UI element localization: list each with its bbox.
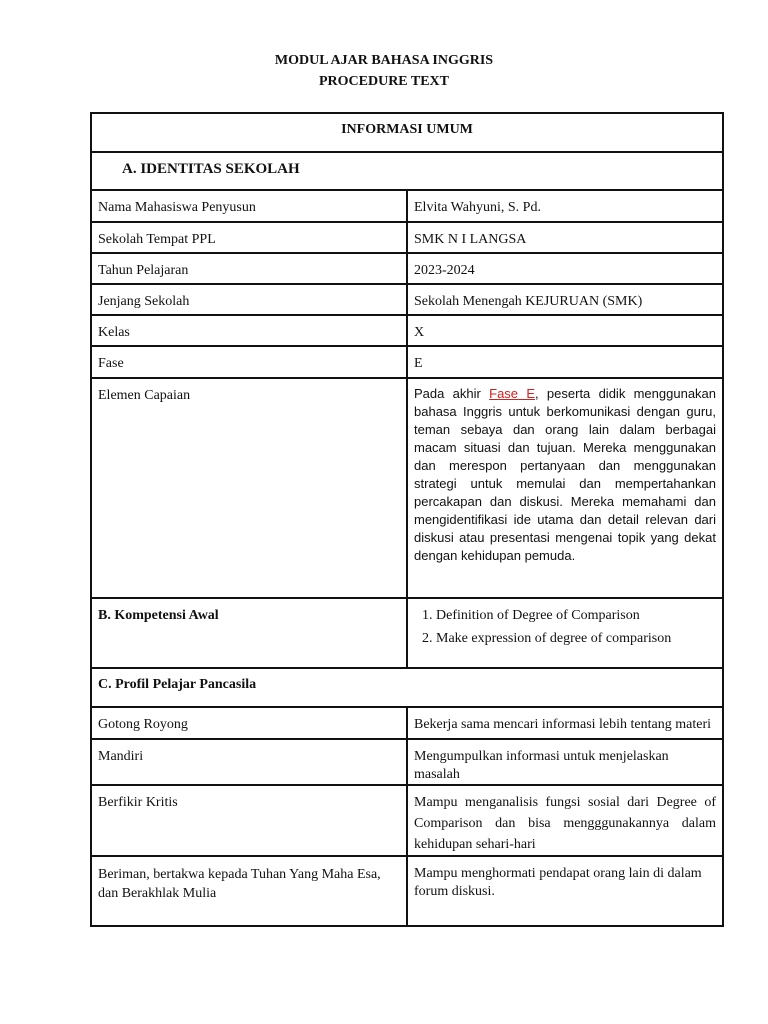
table-heading: INFORMASI UMUM — [91, 113, 723, 152]
row-label: Elemen Capaian — [91, 378, 407, 598]
section-a-row — [91, 152, 723, 190]
section-a-heading: A. IDENTITAS SEKOLAH — [91, 152, 723, 190]
elemen-text-after: , peserta didik menggunakan bahasa Inggris untuk berkomunikasi dengan guru, teman sebaya dan orang lain dalam berbagai macam situasi dan tujuan. Mereka menggunakan dan merespon pertanyaan dan menggunakan strategi untuk memulai dan mempertahankan percakapan dan diskusi. Mereka memahami dan mengidentifikasi ide utama dan detail relevan dari diskusi atau presentasi mengenai topik yang dekat dengan kehidupan pemuda. — [414, 386, 717, 563]
info-table — [90, 112, 724, 927]
row-label: Fase — [91, 346, 407, 378]
document-title: MODUL AJAR BAHASA INGGRIS — [274, 53, 494, 68]
row-label: Beriman, bertakwa kepada Tuhan Yang Maha Esa, dan Berakhlak Mulia — [91, 856, 407, 926]
table-row — [91, 222, 723, 253]
elemen-capaian-row — [91, 378, 723, 598]
kompetensi-list-cell — [407, 598, 723, 668]
section-c-heading: C. Profil Pelajar Pancasila — [91, 668, 723, 707]
document-subtitle: PROCEDURE TEXT — [318, 74, 450, 89]
row-value: Mampu menghormati pendapat orang lain di dalam forum diskusi. — [407, 856, 723, 926]
elemen-capaian-text — [407, 378, 723, 598]
list-item: 1. Definition of Degree of Comparison — [436, 607, 716, 625]
fase-e-link[interactable]: Fase E — [489, 386, 536, 401]
row-value: Mampu menganalisis fungsi sosial dari Degree of Comparison dan bisa mengggunakannya dalam kehidupan sehari-hari — [407, 785, 723, 856]
row-value: X — [407, 315, 723, 346]
row-label: Nama Mahasiswa Penyusun — [91, 190, 407, 222]
table-row — [91, 190, 723, 222]
row-value: Mengumpulkan informasi untuk menjelaskan masalah — [407, 739, 723, 785]
row-value: Sekolah Menengah KEJURUAN (SMK) — [407, 284, 723, 315]
table-row — [91, 739, 723, 785]
table-row — [91, 856, 723, 926]
row-value: Bekerja sama mencari informasi lebih tentang materi — [407, 707, 723, 739]
row-value: Elvita Wahyuni, S. Pd. — [407, 190, 723, 222]
row-label: Gotong Royong — [91, 707, 407, 739]
section-c-row — [91, 668, 723, 707]
row-value: 2023-2024 — [407, 253, 723, 284]
kompetensi-label: B. Kompetensi Awal — [91, 598, 407, 668]
row-label: Jenjang Sekolah — [91, 284, 407, 315]
row-label: Berfikir Kritis — [91, 785, 407, 856]
row-label: Kelas — [91, 315, 407, 346]
elemen-text-before: Pada akhir — [414, 386, 490, 401]
table-heading-row — [91, 113, 723, 152]
kompetensi-row — [91, 598, 723, 668]
row-label: Mandiri — [91, 739, 407, 785]
table-row — [91, 284, 723, 315]
table-row — [91, 253, 723, 284]
table-row — [91, 785, 723, 856]
row-value: E — [407, 346, 723, 378]
table-row — [91, 315, 723, 346]
row-label: Tahun Pelajaran — [91, 253, 407, 284]
table-row — [91, 346, 723, 378]
kompetensi-list — [414, 607, 716, 648]
row-label: Sekolah Tempat PPL — [91, 222, 407, 253]
list-item: 2. Make expression of degree of comparison — [436, 630, 716, 648]
table-row — [91, 707, 723, 739]
row-value: SMK N I LANGSA — [407, 222, 723, 253]
